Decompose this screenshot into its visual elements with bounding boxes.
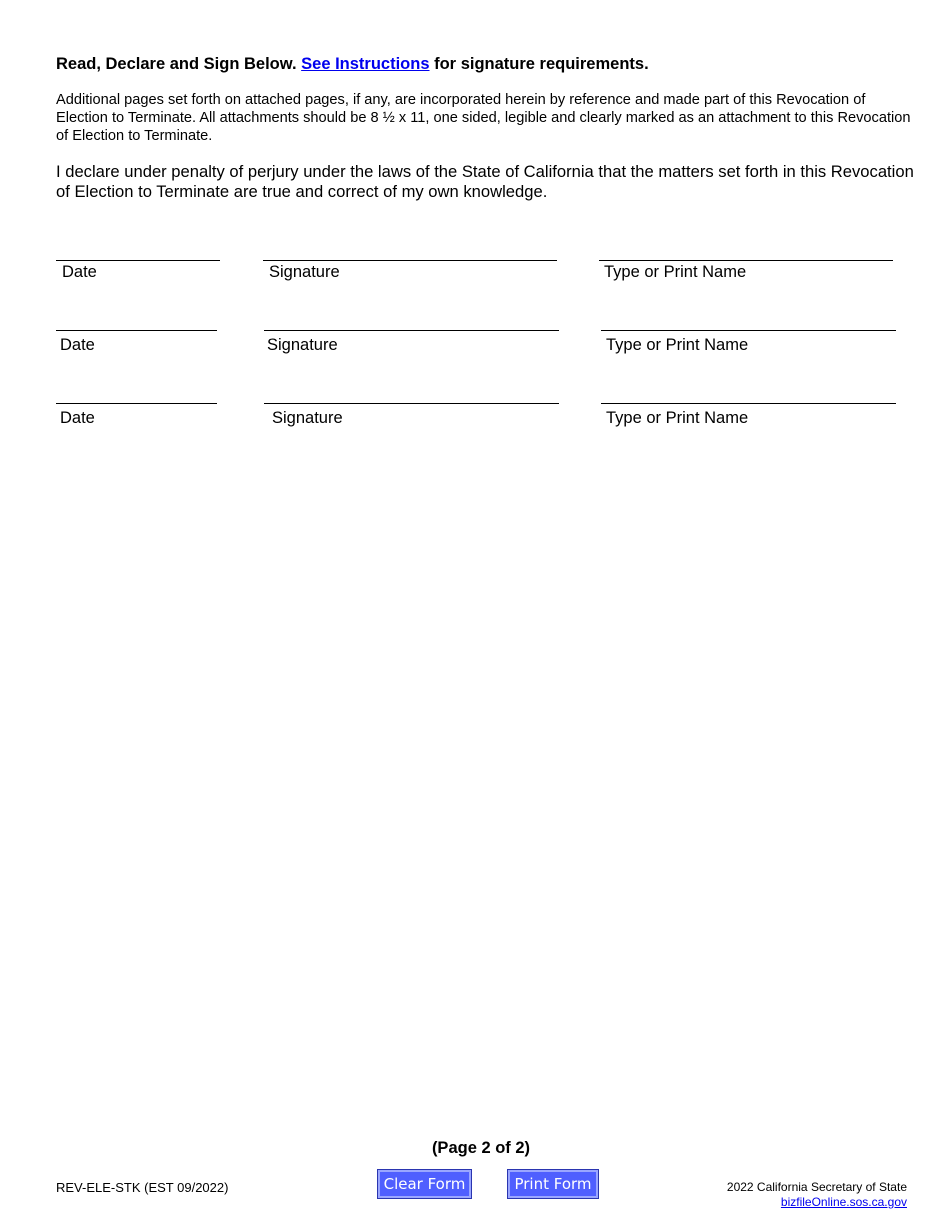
copyright-text: 2022 California Secretary of State (726, 1180, 907, 1194)
date-label-3: Date (60, 409, 95, 427)
name-label-2: Type or Print Name (606, 336, 749, 354)
date-label-1: Date (62, 263, 97, 281)
name-label-3: Type or Print Name (606, 409, 749, 427)
print-form-button[interactable]: Print Form (508, 1170, 598, 1198)
page-number: (Page 2 of 2) (431, 1139, 531, 1157)
declaration-paragraph: I declare under penalty of perjury under the laws of the State of California that the matters set forth in this Revocation of Election to Terminate are true and correct of my own knowledge. (56, 162, 914, 201)
clear-form-button[interactable]: Clear Form (378, 1170, 471, 1198)
see-instructions-link[interactable]: See Instructions (301, 55, 430, 73)
heading-suffix: for signature requirements. (434, 55, 649, 73)
date-line-1[interactable] (56, 260, 220, 261)
form-code: REV-ELE-STK (EST 09/2022) (56, 1180, 229, 1195)
signature-line-2[interactable] (264, 330, 559, 331)
signature-line-3[interactable] (264, 403, 559, 404)
date-line-3[interactable] (56, 403, 217, 404)
signature-label-1: Signature (269, 263, 340, 281)
attachments-paragraph: Additional pages set forth on attached pages, if any, are incorporated herein by reference and made part of this Revocation of Election to Terminate. All attachments should be 8 ½ x 11, one sided, legible and clearly marked as an attachment to this Revocation of Election to Terminate. (56, 92, 911, 144)
footer-info (727, 1180, 907, 1210)
name-line-3[interactable] (601, 403, 896, 404)
date-line-2[interactable] (56, 330, 217, 331)
bizfile-link[interactable]: bizfileOnline.sos.ca.gov (780, 1195, 907, 1209)
name-label-1: Type or Print Name (604, 263, 747, 281)
name-line-1[interactable] (599, 260, 893, 261)
signature-label-2: Signature (267, 336, 338, 354)
name-line-2[interactable] (601, 330, 896, 331)
section-heading (56, 55, 649, 74)
date-label-2: Date (60, 336, 95, 354)
signature-line-1[interactable] (263, 260, 557, 261)
signature-label-3: Signature (272, 409, 343, 427)
heading-prefix: Read, Declare and Sign Below. (56, 55, 297, 73)
